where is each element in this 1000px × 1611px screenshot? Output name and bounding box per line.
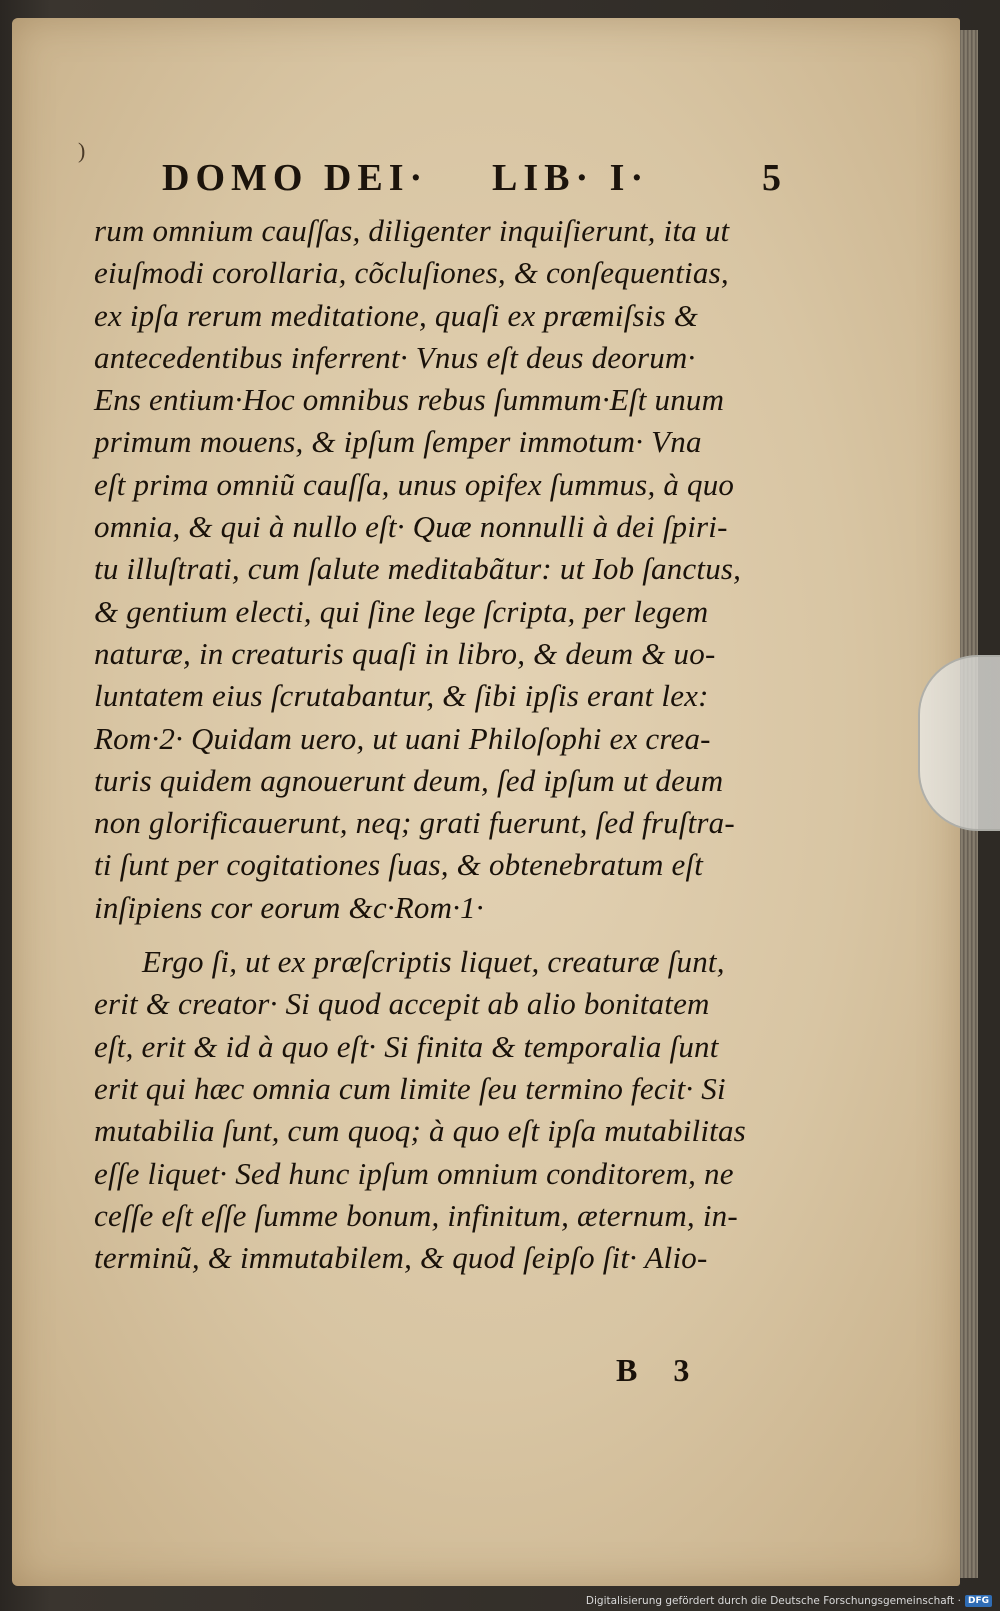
text-line: mutabilia ſunt, cum quoq; à quo eſt ipſa mutabilitas [94,1113,746,1149]
text-line: terminũ, & immutabilem, & quod ſeipſo ſit· Alio- [94,1240,708,1276]
book-page [12,18,960,1586]
text-line: eſſe liquet· Sed hunc ipſum omnium conditorem, ne [94,1155,734,1191]
running-head-title: DOMO DEI· [162,157,429,199]
text-line: erit qui hæc omnia cum limite ſeu termino fecit· Si [94,1070,726,1106]
text-line: omnia, & qui à nullo eſt· Quæ nonnulli à dei ſpiri- [94,509,728,545]
margin-mark: ) [78,138,86,163]
text-line: antecedentibus inferrent· Vnus eſt deus deorum· [94,339,696,375]
page-clip [918,655,1000,831]
credit-text: Digitalisierung gefördert durch die Deutsche Forschungsgemeinschaft · [585,1595,961,1607]
text-line: & gentium electi, qui ſine lege ſcripta, per legem [94,593,709,629]
text-line: naturæ, in creaturis quaſi in libro, & deum & uo- [94,635,716,671]
body-text [94,210,799,1279]
text-line: erit & creator· Si quod accepit ab alio bonitatem [94,986,710,1022]
text-line: inſipiens cor eorum &c·Rom·1· [94,889,484,925]
running-head-book: LIB· I· [492,157,650,199]
text-line: luntatem eius ſcrutabantur, & ſibi ipſis erant lex: [94,678,709,714]
text-line: Rom·2· Quidam uero, ut uani Philoſophi ex crea- [94,720,711,756]
text-line: eſt, erit & id à quo eſt· Si finita & temporalia ſunt [94,1028,719,1064]
text-line: non glorificauerunt, neq; grati fuerunt, ſed fruſtra- [94,805,735,841]
text-line: primum mouens, & ipſum ſemper immotum· Vna [94,424,702,460]
signature-mark: B 3 [616,1352,704,1388]
text-line: turis quidem agnouerunt deum, ſed ipſum ut deum [94,762,724,798]
digitization-credit [586,1593,992,1609]
page-number: 5 [762,157,787,199]
text-line: tu illuſtrati, cum ſalute meditabãtur: ut Iob ſanctus, [94,551,742,587]
text-line: eiuſmodi corollaria, cõcluſiones, & conſequentias, [94,255,729,291]
paragraph-first-line: Ergo ſi, ut ex præſcriptis liquet, creaturæ ſunt, [142,944,725,980]
dfg-logo-icon: DFG [965,1595,992,1607]
text-line: ti ſunt per cogitationes ſuas, & obtenebratum eſt [94,847,704,883]
text-line: Ens entium·Hoc omnibus rebus ſummum·Eſt unum [94,382,725,418]
running-head [162,156,802,204]
text-line: ceſſe eſt eſſe ſumme bonum, infinitum, æternum, in- [94,1197,738,1233]
text-line: rum omnium cauſſas, diligenter inquiſierunt, ita ut [94,213,730,248]
text-line: eſt prima omniũ cauſſa, unus opifex ſummus, à quo [94,466,735,502]
text-line: ex ipſa rerum meditatione, quaſi ex præmiſsis & [94,297,699,333]
